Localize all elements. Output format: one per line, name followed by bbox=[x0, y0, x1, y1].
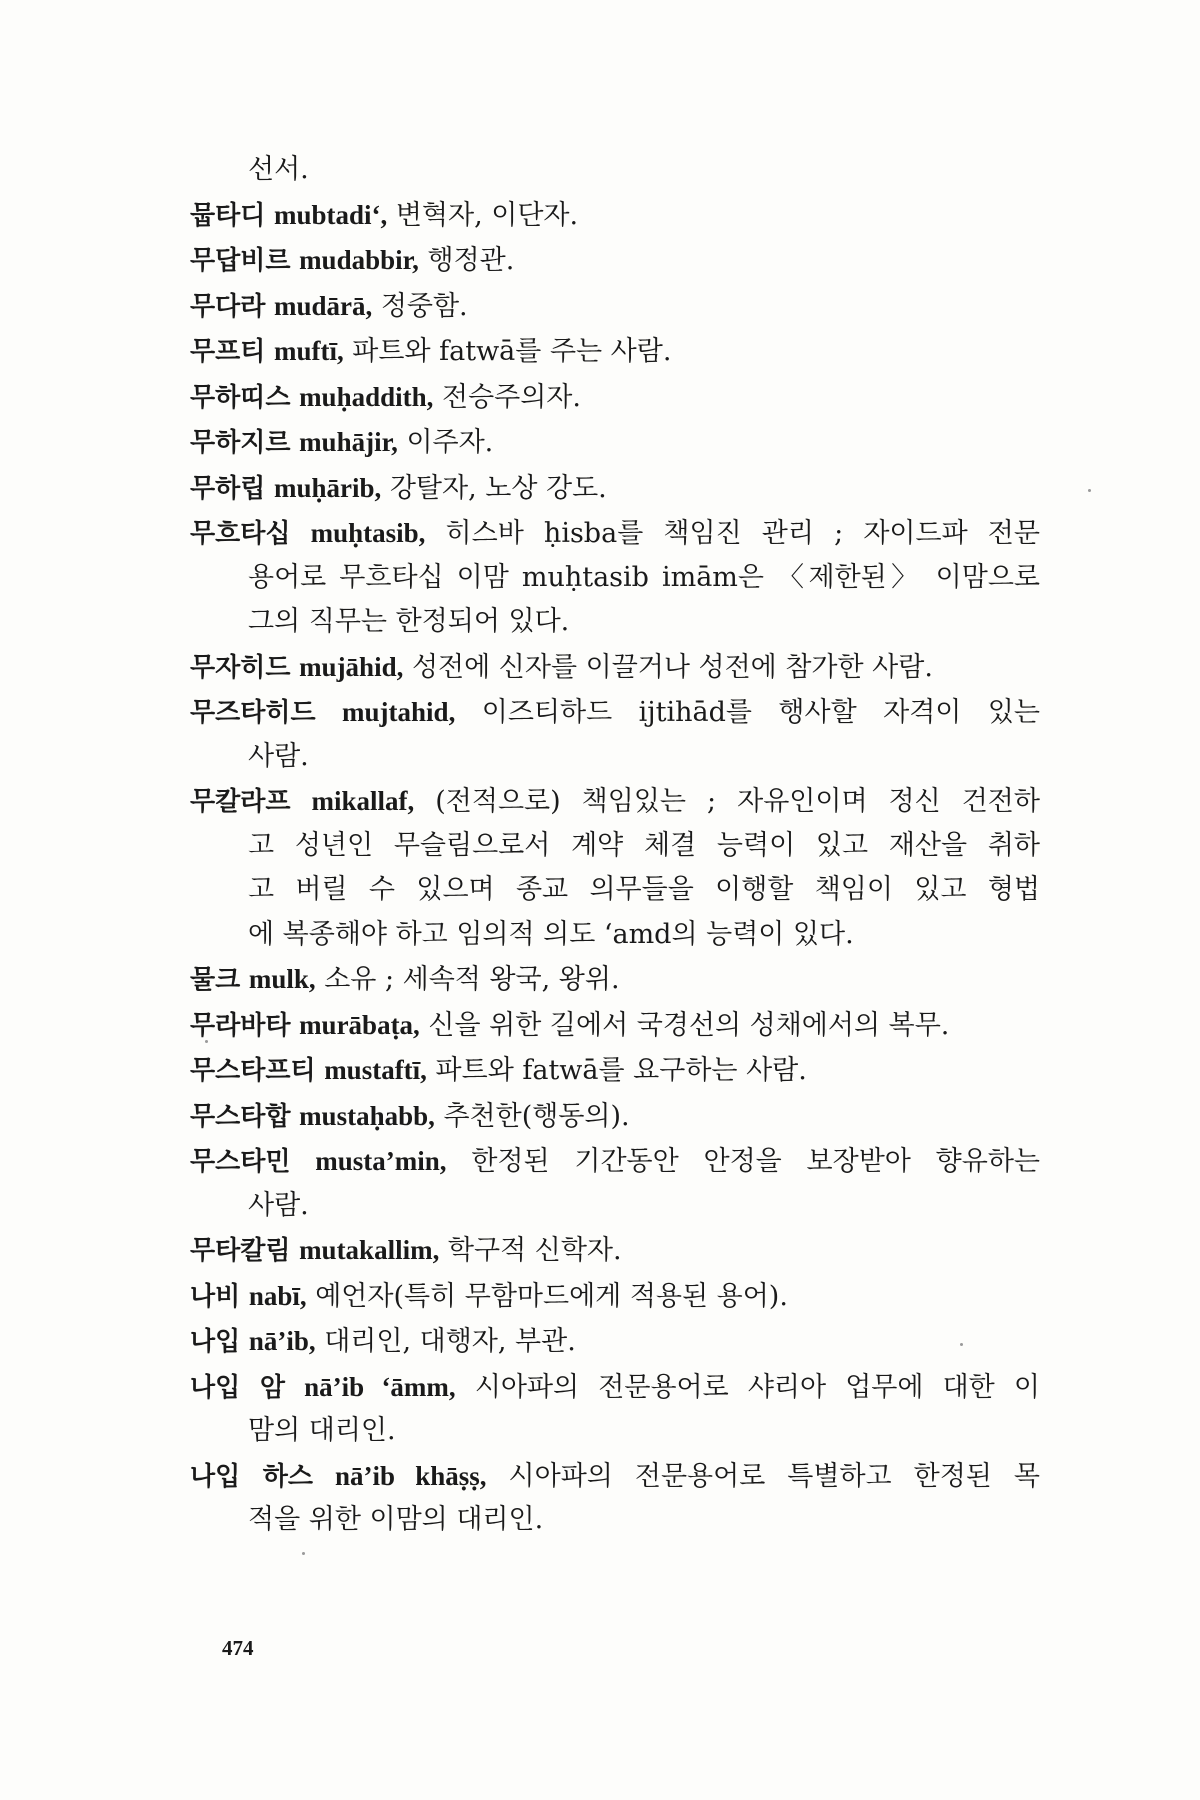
entry-line bbox=[190, 1184, 1040, 1229]
headword-transliteration: mulk, bbox=[248, 964, 316, 994]
headword-korean: 나입 암 bbox=[190, 1372, 285, 1403]
glossary-entry bbox=[190, 466, 1040, 512]
entry-line bbox=[190, 511, 1040, 556]
definition-text: 전승주의자. bbox=[441, 381, 581, 413]
glossary-entry bbox=[190, 645, 1040, 691]
definition-text: 시아파의 전문용어로 샤리아 업무에 대한 이 bbox=[474, 1371, 1040, 1403]
entry-line bbox=[190, 779, 1040, 824]
headword-transliteration: mikallaf, bbox=[311, 786, 415, 816]
headword-korean: 무자히드 bbox=[190, 652, 291, 683]
definition-text: 이주자. bbox=[406, 427, 494, 458]
headword-transliteration: mujāhid, bbox=[299, 651, 404, 682]
scan-speck bbox=[205, 1040, 208, 1043]
entry-line bbox=[190, 193, 1040, 239]
glossary-entry bbox=[190, 1454, 1040, 1543]
headword-korean: 무즈타히드 bbox=[190, 698, 316, 728]
entry-line bbox=[190, 148, 1040, 193]
headword-transliteration: muḥtasib, bbox=[310, 518, 426, 548]
headword-korean: 무라바타 bbox=[190, 1010, 291, 1041]
glossary-entry bbox=[190, 779, 1040, 957]
headword-transliteration: mustaftī, bbox=[324, 1055, 427, 1085]
entry-line bbox=[190, 556, 1040, 601]
entry-line bbox=[190, 1228, 1040, 1274]
headword-korean: 무프티 bbox=[190, 337, 266, 367]
definition-text: 신을 위한 길에서 국경선의 성채에서의 복무. bbox=[428, 1009, 950, 1041]
entry-line bbox=[190, 238, 1040, 284]
entry-line bbox=[190, 1139, 1040, 1184]
headword-korean: 무다라 bbox=[190, 291, 266, 322]
entry-line bbox=[190, 420, 1040, 466]
headword-transliteration: mudārā, bbox=[273, 290, 373, 321]
headword-transliteration: nā’ib ‘āmm, bbox=[304, 1371, 456, 1402]
entry-line bbox=[190, 1498, 1040, 1543]
headword-korean: 무스타프티 bbox=[190, 1056, 316, 1086]
headword-korean: 나입 bbox=[190, 1327, 241, 1357]
definition-text: 고 버릴 수 있으며 종교 의무들을 이행할 책임이 있고 형법 bbox=[248, 874, 1040, 905]
definition-text: 파트와 fatwā를 주는 사람. bbox=[352, 336, 672, 367]
glossary-entry bbox=[190, 284, 1040, 330]
entry-line bbox=[190, 1003, 1040, 1049]
headword-korean: 무흐타십 bbox=[190, 519, 291, 549]
definition-text: 이즈티하드 ijtihād를 행사할 자격이 있는 bbox=[481, 697, 1040, 728]
headword-korean: 물크 bbox=[190, 965, 241, 995]
headword-transliteration: muḥaddith, bbox=[299, 381, 434, 412]
glossary-entry bbox=[190, 690, 1040, 779]
definition-text: 파트와 fatwā를 요구하는 사람. bbox=[435, 1055, 807, 1086]
entry-line bbox=[190, 1274, 1040, 1320]
definition-text: 적을 위한 이맘의 대리인. bbox=[248, 1504, 544, 1535]
headword-transliteration: mujtahid, bbox=[342, 697, 456, 727]
entry-line bbox=[190, 690, 1040, 735]
headword-korean: 나비 bbox=[190, 1281, 241, 1312]
entry-line bbox=[190, 645, 1040, 691]
glossary-entry bbox=[190, 148, 1040, 193]
page-number: 474 bbox=[222, 1636, 254, 1660]
entry-line bbox=[190, 1319, 1040, 1365]
definition-text: 히스바 ḥisba를 책임진 관리 ; 자이드파 전문 bbox=[445, 518, 1040, 549]
headword-transliteration: mubtadi‘, bbox=[273, 199, 388, 230]
definition-text: 사람. bbox=[248, 740, 309, 772]
entry-line bbox=[190, 329, 1040, 375]
definition-text: 학구적 신학자. bbox=[447, 1235, 622, 1266]
headword-korean: 뭅타디 bbox=[190, 200, 266, 231]
glossary-entry bbox=[190, 1048, 1040, 1094]
glossary-entry bbox=[190, 1139, 1040, 1228]
headword-korean: 무하지르 bbox=[190, 428, 291, 458]
headword-transliteration: murābaṭa, bbox=[299, 1009, 420, 1040]
headword-transliteration: muhājir, bbox=[299, 427, 398, 457]
glossary-entry bbox=[190, 1319, 1040, 1365]
definition-text: 용어로 무흐타십 이맘 muḥtasib imām은 〈제한된〉 이맘으로 bbox=[248, 561, 1040, 593]
definition-text: 사람. bbox=[248, 1189, 309, 1221]
headword-transliteration: mustaḥabb, bbox=[299, 1100, 435, 1131]
glossary-entry bbox=[190, 1274, 1040, 1320]
glossary-entry bbox=[190, 957, 1040, 1003]
entry-line bbox=[190, 1365, 1040, 1410]
headword-korean: 나입 하스 bbox=[190, 1461, 313, 1492]
definition-text: 선서. bbox=[248, 154, 309, 185]
entry-line bbox=[190, 375, 1040, 421]
definition-text: 강탈자, 노상 강도. bbox=[389, 472, 607, 504]
definition-text: 그의 직무는 한정되어 있다. bbox=[248, 606, 570, 637]
headword-transliteration: mudabbir, bbox=[299, 245, 419, 275]
glossary-entries bbox=[190, 148, 1040, 1543]
headword-transliteration: nā’ib khāṣṣ, bbox=[334, 1460, 487, 1491]
entry-line bbox=[190, 824, 1040, 869]
glossary-entry bbox=[190, 1228, 1040, 1274]
headword-korean: 무스타민 bbox=[190, 1147, 291, 1177]
definition-text: 에 복종해야 하고 임의적 의도 ‘amd의 능력이 있다. bbox=[248, 918, 854, 950]
scan-speck bbox=[1088, 489, 1091, 492]
definition-text: 시아파의 전문용어로 특별하고 한정된 목 bbox=[508, 1460, 1040, 1492]
definition-text: (전적으로) 책임있는 ; 자유인이며 정신 건전하 bbox=[435, 786, 1040, 817]
glossary-entry bbox=[190, 329, 1040, 375]
entry-line bbox=[190, 284, 1040, 330]
headword-transliteration: nabī, bbox=[248, 1280, 307, 1311]
headword-korean: 무칼라프 bbox=[190, 787, 291, 817]
entry-line bbox=[190, 1094, 1040, 1140]
headword-transliteration: muḥārib, bbox=[273, 472, 382, 503]
glossary-entry bbox=[190, 238, 1040, 284]
scan-speck bbox=[960, 1343, 963, 1346]
glossary-entry bbox=[190, 1003, 1040, 1049]
definition-text: 예언자(특히 무함마드에게 적용된 용어). bbox=[315, 1280, 788, 1312]
headword-transliteration: muftī, bbox=[273, 336, 344, 366]
headword-korean: 무하띠스 bbox=[190, 382, 291, 413]
definition-text: 행정관. bbox=[427, 245, 515, 276]
definition-text: 변혁자, 이단자. bbox=[395, 199, 579, 231]
definition-text: 성전에 신자를 이끌거나 성전에 참가한 사람. bbox=[411, 651, 933, 683]
glossary-entry bbox=[190, 1365, 1040, 1454]
headword-korean: 무스타합 bbox=[190, 1101, 291, 1132]
entry-line bbox=[190, 1454, 1040, 1499]
scan-speck bbox=[302, 1552, 305, 1555]
entry-line bbox=[190, 466, 1040, 512]
definition-text: 소유 ; 세속적 왕국, 왕위. bbox=[324, 964, 620, 995]
entry-line bbox=[190, 1409, 1040, 1454]
headword-korean: 무타칼림 bbox=[190, 1236, 291, 1266]
entry-line bbox=[190, 735, 1040, 780]
definition-text: 한정된 기간동안 안정을 보장받아 향유하는 bbox=[471, 1146, 1040, 1177]
headword-transliteration: mutakallim, bbox=[299, 1235, 440, 1265]
definition-text: 맘의 대리인. bbox=[248, 1415, 396, 1446]
headword-transliteration: musta’min, bbox=[315, 1146, 447, 1176]
glossary-entry bbox=[190, 193, 1040, 239]
glossary-entry bbox=[190, 420, 1040, 466]
entry-line bbox=[190, 600, 1040, 645]
entry-line bbox=[190, 1048, 1040, 1094]
entry-line bbox=[190, 957, 1040, 1003]
entry-line bbox=[190, 868, 1040, 913]
definition-text: 추천한(행동의). bbox=[443, 1100, 630, 1132]
definition-text: 고 성년인 무슬림으로서 계약 체결 능력이 있고 재산을 취하 bbox=[248, 829, 1040, 861]
entry-line bbox=[190, 913, 1040, 958]
headword-transliteration: nā’ib, bbox=[248, 1326, 316, 1356]
glossary-entry bbox=[190, 1094, 1040, 1140]
headword-korean: 무답비르 bbox=[190, 246, 291, 276]
glossary-entry bbox=[190, 375, 1040, 421]
definition-text: 대리인, 대행자, 부관. bbox=[324, 1326, 576, 1357]
glossary-entry bbox=[190, 511, 1040, 645]
headword-korean: 무하립 bbox=[190, 473, 266, 504]
definition-text: 정중함. bbox=[380, 290, 468, 322]
